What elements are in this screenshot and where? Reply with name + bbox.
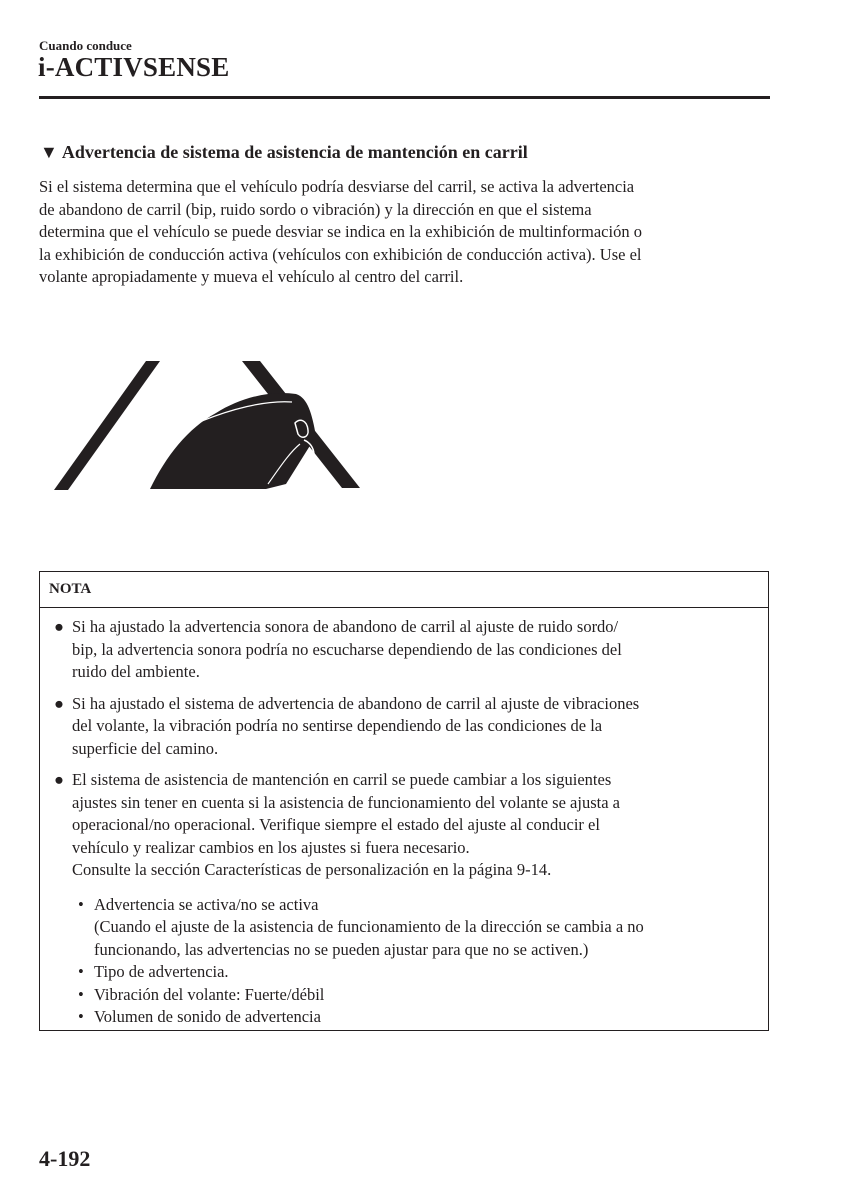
bullet-line: bip, la advertencia sonora podría no escucharse dependiendo de las condiciones del (72, 639, 622, 659)
sub-bullet-icon: • (78, 1007, 84, 1026)
body-line: volante apropiadamente y mueva el vehículo al centro del carril. (39, 267, 464, 286)
section-heading (40, 142, 528, 163)
bullet-icon: ● (54, 770, 64, 789)
car-hood-silhouette (150, 393, 316, 489)
bullet-line: del volante, la vibración podría no sentirse dependiendo de las condiciones de la (72, 716, 603, 735)
bullet-line: El sistema de asistencia de mantención en carril se puede cambiar a los siguientes (72, 770, 612, 789)
bullet-line: Si ha ajustado el sistema de advertencia de abandono de carril al ajuste de vibraciones (72, 693, 640, 713)
bullet-icon: ● (54, 617, 64, 636)
bullet-line: vehículo y realizar cambios en los ajustes si fuera necesario. (72, 837, 470, 857)
sub-item-line: (Cuando el ajuste de la asistencia de funcionamiento de la dirección se cambia a no (94, 917, 644, 936)
note-bullet (50, 769, 758, 1029)
note-bullet (50, 616, 758, 684)
sub-item (72, 984, 758, 1007)
title-divider (39, 96, 770, 99)
sub-item (72, 1006, 758, 1029)
left-lane-line (54, 361, 160, 490)
triangle-marker-icon: ▼ (40, 142, 58, 162)
chapter-label: Cuando conduce (39, 38, 132, 53)
page-number: 4-192 (39, 1146, 91, 1171)
note-box (39, 571, 769, 1031)
settings-sub-list (72, 894, 758, 1029)
sub-bullet-icon: • (78, 894, 84, 914)
bullet-line: Si ha ajustado la advertencia sonora de abandono de carril al ajuste de ruido sordo/ (72, 617, 619, 636)
page-title: i-ACTIVSENSE (38, 52, 230, 82)
sub-item (72, 961, 758, 984)
sub-item-line: Tipo de advertencia. (94, 962, 229, 981)
bullet-line: operacional/no operacional. Verifique siempre el estado del ajuste al conducir el (72, 815, 600, 834)
section-heading-text: Advertencia de sistema de asistencia de mantención en carril (61, 142, 528, 162)
sub-item-line: Advertencia se activa/no se activa (94, 894, 319, 914)
sub-item-line: funcionando, las advertencias no se pueden ajustar para que no se activen.) (94, 939, 589, 959)
note-label: NOTA (40, 572, 768, 608)
body-line: Si el sistema determina que el vehículo podría desviarse del carril, se activa la advertencia (39, 177, 635, 196)
bullet-line: Consulte la sección Características de personalización en la página 9-14. (72, 860, 552, 879)
body-line: determina que el vehículo se puede desviar se indica en la exhibición de multinformación o (39, 222, 642, 241)
section-body (39, 176, 774, 289)
note-body (40, 608, 768, 1029)
sub-item-line: Vibración del volante: Fuerte/débil (94, 984, 325, 1004)
bullet-icon: ● (54, 693, 64, 713)
sub-bullet-icon: • (78, 962, 84, 981)
bullet-line: superficie del camino. (72, 738, 219, 758)
sub-bullet-icon: • (78, 984, 84, 1004)
lane-departure-car-illustration (54, 358, 362, 490)
body-line: la exhibición de conducción activa (vehículos con exhibición de conducción activa). Use el (39, 244, 642, 264)
bullet-line: ajustes sin tener en cuenta si la asistencia de funcionamiento del volante se ajusta a (72, 792, 620, 812)
sub-item-line: Volumen de sonido de advertencia (94, 1007, 321, 1026)
body-line: de abandono de carril (bip, ruido sordo o vibración) y la dirección en que el sistema (39, 199, 592, 219)
bullet-line: ruido del ambiente. (72, 662, 200, 681)
note-bullet (50, 693, 758, 761)
sub-item (72, 894, 758, 962)
